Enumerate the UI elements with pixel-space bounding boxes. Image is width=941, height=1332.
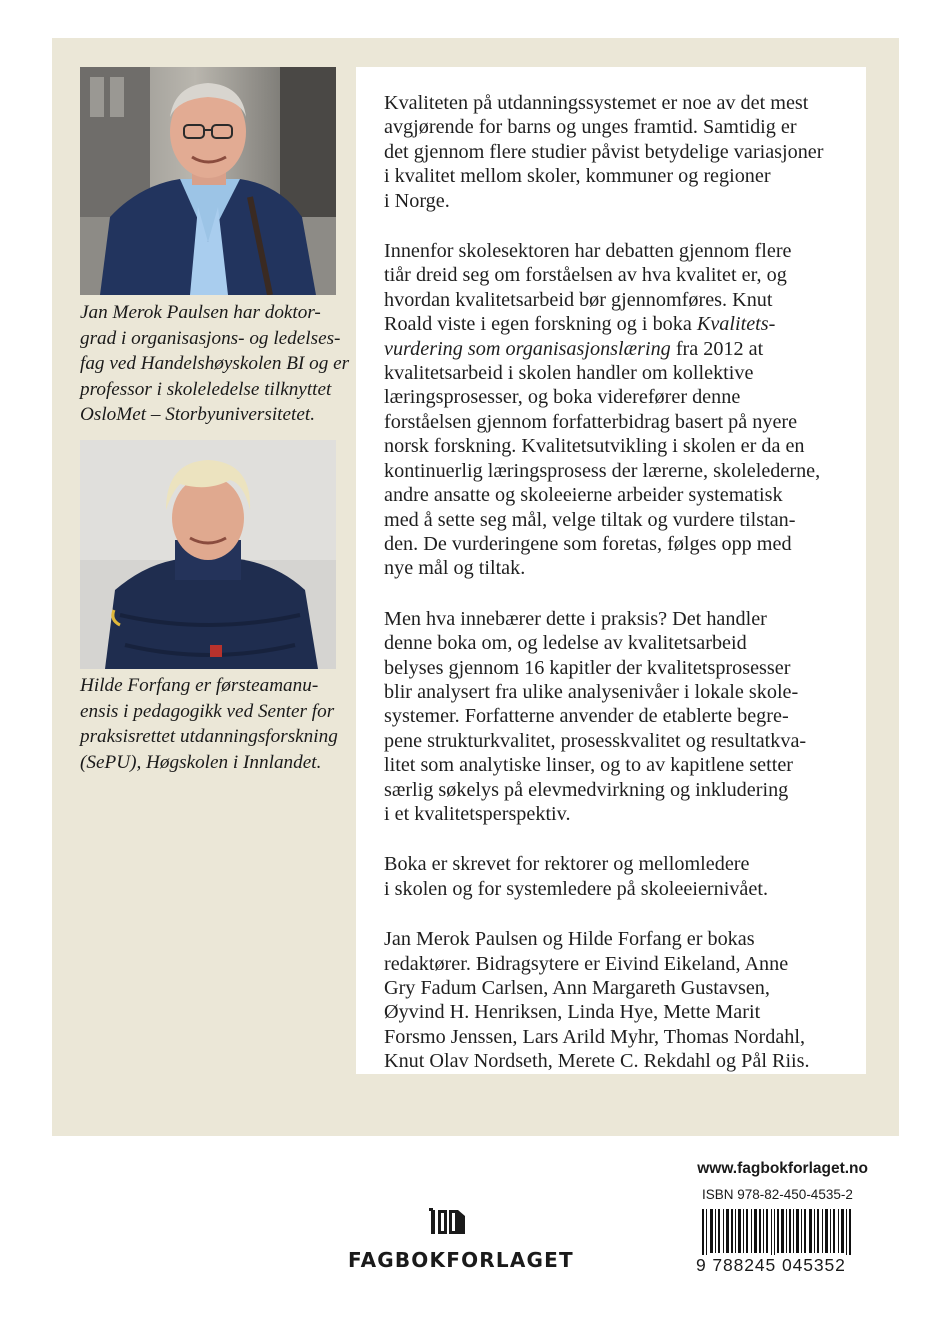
blurb-paragraph-5 bbox=[384, 927, 844, 1073]
blurb-line: Jan Merok Paulsen og Hilde Forfang er bokas bbox=[384, 928, 755, 951]
isbn-label: ISBN 978-82-450-4535-2 bbox=[702, 1187, 853, 1202]
blurb-line: avgjørende for barns og unges framtid. Samtidig er bbox=[384, 116, 797, 139]
blurb-paragraph-2 bbox=[384, 239, 844, 581]
caption-line: Hilde Forfang er førsteamanu- bbox=[80, 675, 319, 696]
blurb-line: med å sette seg mål, velge tiltak og vurdere tilstan- bbox=[384, 508, 796, 531]
blurb-paragraph-1 bbox=[384, 91, 844, 213]
caption-line: ensis i pedagogikk ved Senter for bbox=[80, 700, 335, 722]
blurb-line: Gry Fadum Carlsen, Ann Margareth Gustavsen, bbox=[384, 977, 770, 999]
caption-line: (SePU), Høgskolen i Innlandet. bbox=[80, 751, 322, 773]
blurb-text-box bbox=[356, 67, 866, 1074]
blurb-line: blir analysert fra ulike analysenivåer i lokale skole- bbox=[384, 680, 799, 703]
blurb-line bbox=[384, 312, 844, 336]
blurb-line: kontinuerlig læringsprosess der lærerne, skolelederne, bbox=[384, 459, 821, 482]
blurb-line: den. De vurderingene som foretas, følges opp med bbox=[384, 532, 792, 555]
book-title-italic: Kvalitets- bbox=[696, 313, 776, 336]
blurb-text: fra 2012 at bbox=[670, 337, 764, 360]
blurb-line: Boka er skrevet for rektorer og mellomledere bbox=[384, 853, 750, 876]
blurb-line: i Norge. bbox=[384, 189, 450, 212]
blurb-line: Øyvind H. Henriksen, Linda Hye, Mette Marit bbox=[384, 1001, 761, 1024]
book-title-italic: vurdering som organisasjonslæring bbox=[384, 337, 671, 360]
caption-line: OsloMet – Storbyuniversitetet. bbox=[80, 404, 316, 425]
author-bio-jan-merok-paulsen bbox=[80, 300, 350, 428]
blurb-line: særlig søkelys på elevmedvirkning og inkludering bbox=[384, 778, 789, 801]
blurb-paragraph-3 bbox=[384, 607, 844, 827]
blurb-line: systemer. Forfatterne anvender de etablerte begre- bbox=[384, 705, 789, 728]
blurb-line: det gjennom flere studier påvist betydelige variasjoner bbox=[384, 140, 824, 163]
blurb-line: Innenfor skolesektoren har debatten gjennom flere bbox=[384, 240, 792, 263]
blurb-line: nye mål og tiltak. bbox=[384, 557, 526, 580]
blurb-line: i skolen og for systemledere på skoleeiernivået. bbox=[384, 877, 768, 900]
publisher-logo bbox=[348, 1206, 574, 1272]
blurb-line: redaktører. Bidragsytere er Eivind Eikeland, Anne bbox=[384, 952, 789, 975]
caption-line: fag ved Handelshøyskolen BI og er bbox=[80, 353, 350, 374]
book-logo-icon bbox=[428, 1206, 468, 1238]
blurb-line: Knut Olav Nordseth, Merete C. Rekdahl og Pål Riis. bbox=[384, 1050, 810, 1073]
blurb-line bbox=[384, 337, 844, 361]
blurb-line: Forsmo Jenssen, Lars Arild Myhr, Thomas Nordahl, bbox=[384, 1025, 806, 1048]
blurb-line: tiår dreid seg om forståelsen av hva kvalitet er, og bbox=[384, 264, 787, 287]
blurb-line: hvordan kvalitetsarbeid bør gjennomføres. Knut bbox=[384, 288, 773, 311]
blurb-line: læringsprosesser, og boka viderefører denne bbox=[384, 386, 741, 409]
blurb-line: i et kvalitetsperspektiv. bbox=[384, 802, 571, 825]
caption-line: praksisrettet utdanningsforskning bbox=[80, 726, 338, 747]
blurb-line: Kvaliteten på utdanningssystemet er noe av det mest bbox=[384, 92, 809, 114]
publisher-website-link[interactable]: www.fagbokforlaget.no bbox=[697, 1160, 868, 1177]
caption-line: Jan Merok Paulsen har doktor- bbox=[80, 302, 321, 323]
author-photo-jan-merok-paulsen bbox=[80, 67, 336, 295]
caption-line: grad i organisasjons- og ledelses- bbox=[80, 327, 341, 349]
blurb-paragraph-4 bbox=[384, 852, 844, 901]
blurb-line: belyses gjennom 16 kapitler der kvalitetsprosesser bbox=[384, 656, 791, 679]
blurb-line: forståelsen gjennom forfatterbidrag basert på nyere bbox=[384, 410, 798, 433]
caption-line: professor i skoleledelse tilknyttet bbox=[80, 378, 332, 400]
blurb-line: denne boka om, og ledelse av kvalitetsarbeid bbox=[384, 632, 747, 655]
blurb-line: i kvalitet mellom skoler, kommuner og regioner bbox=[384, 165, 771, 188]
author-bio-hilde-forfang bbox=[80, 673, 342, 775]
barcode-image bbox=[702, 1209, 852, 1261]
blurb-line: Men hva innebærer dette i praksis? Det handler bbox=[384, 607, 767, 630]
blurb-text: Roald viste i egen forskning og i boka bbox=[384, 313, 697, 336]
blurb-line: pene strukturkvalitet, prosesskvalitet og resultatkva- bbox=[384, 729, 807, 752]
barcode-digits: 9 788245 045352 bbox=[696, 1255, 866, 1276]
blurb-line: litet som analytiske linser, og to av kapitlene setter bbox=[384, 754, 794, 777]
publisher-name: FAGBOKFORLAGET bbox=[348, 1248, 574, 1272]
portrait-man-image bbox=[80, 67, 336, 295]
portrait-woman-image bbox=[80, 440, 336, 669]
author-photo-hilde-forfang bbox=[80, 440, 336, 669]
isbn-barcode-block bbox=[680, 1185, 869, 1281]
blurb-line: norsk forskning. Kvalitetsutvikling i skolen er da en bbox=[384, 435, 805, 458]
blurb-line: andre ansatte og skoleeierne arbeider systematisk bbox=[384, 484, 783, 507]
blurb-line: kvalitetsarbeid i skolen handler om kollektive bbox=[384, 362, 754, 385]
